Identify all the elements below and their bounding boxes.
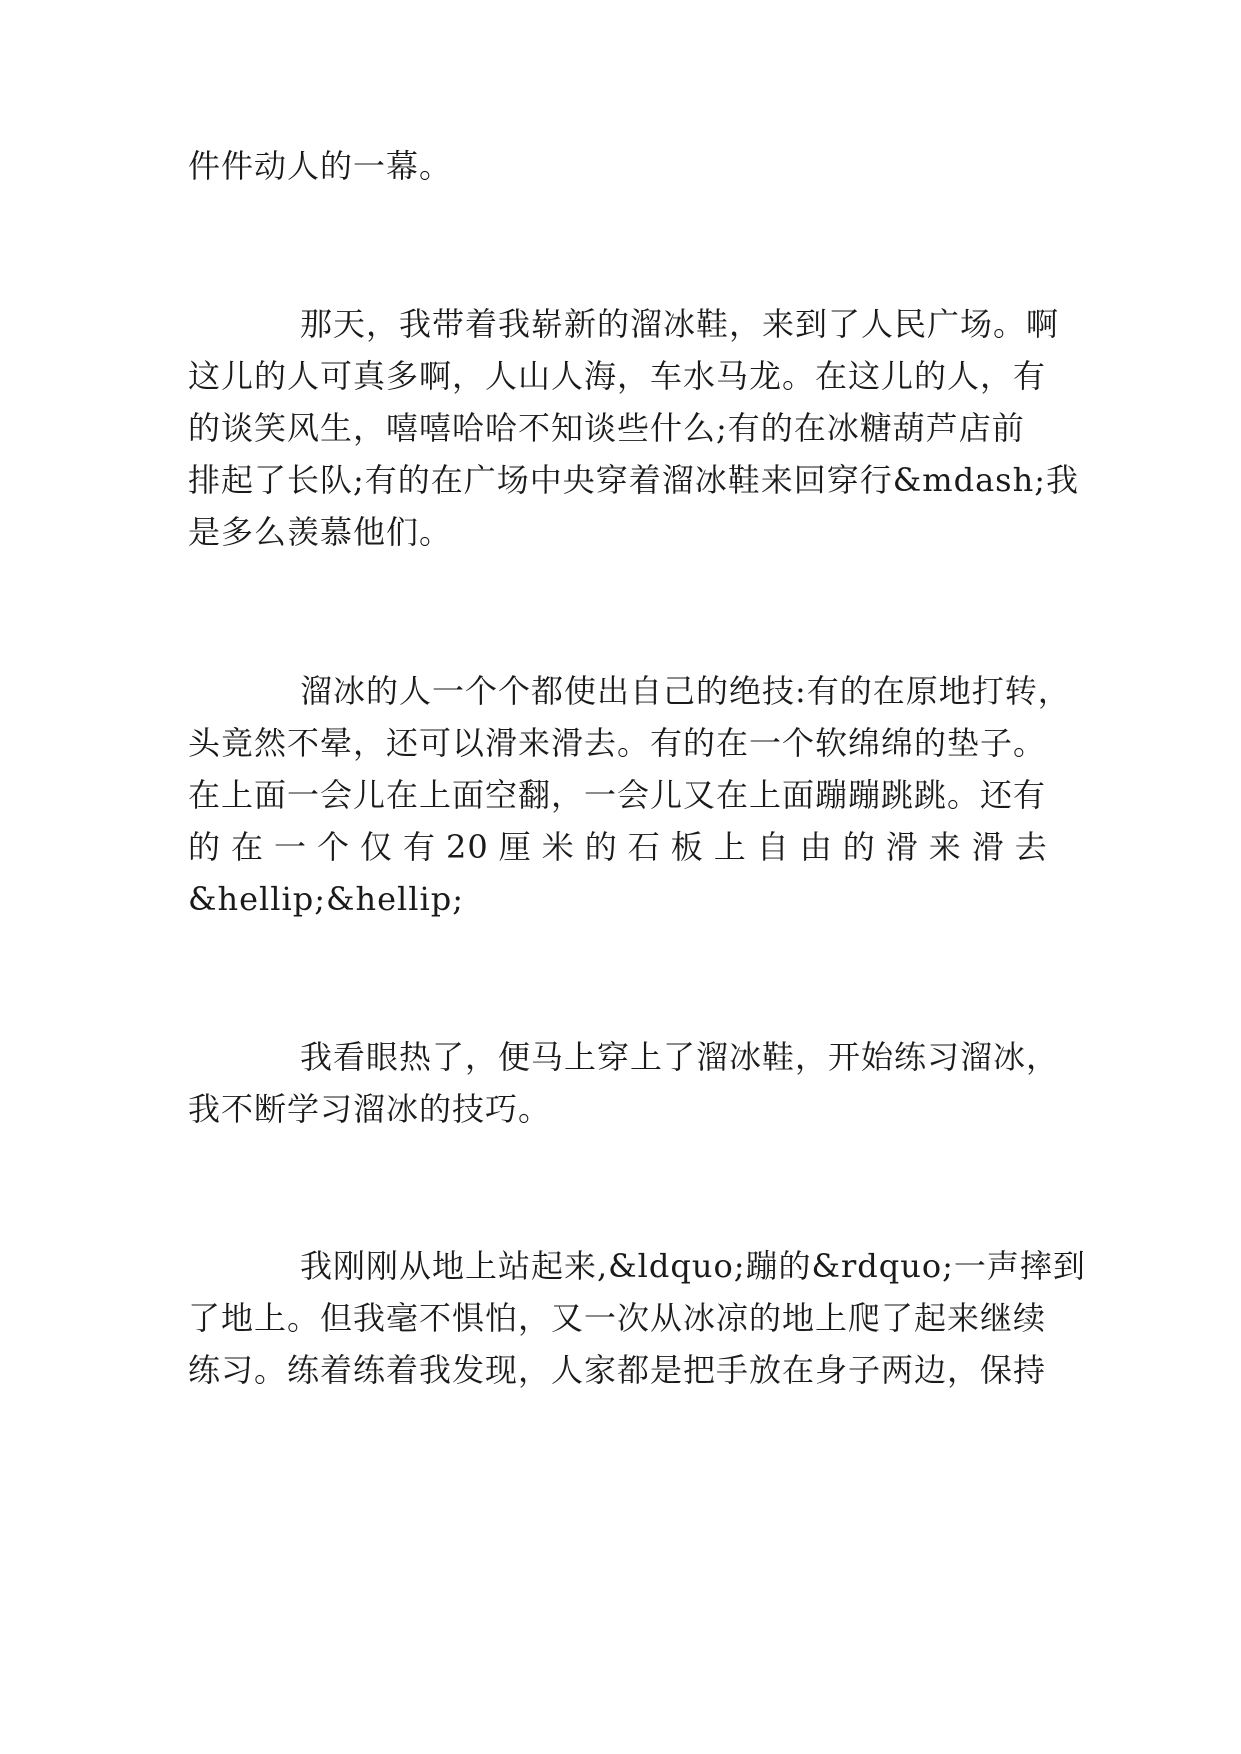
paragraph-line: 了地上。但我毫不惧怕，又一次从冰凉的地上爬了起来继续 bbox=[188, 1299, 1047, 1337]
justified-token: 滑 bbox=[971, 828, 1005, 866]
justified-token: 厘 bbox=[498, 828, 532, 866]
justified-token: 的 bbox=[584, 828, 618, 866]
paragraph-line: 是多么羡慕他们。 bbox=[188, 513, 453, 551]
justified-token: 的 bbox=[188, 828, 222, 866]
justified-token: 20 bbox=[446, 828, 489, 866]
paragraph-line: 那天，我带着我崭新的溜冰鞋，来到了人民广场。啊 bbox=[300, 305, 1060, 343]
justified-token: 的 bbox=[842, 828, 876, 866]
justified-token: 一 bbox=[274, 828, 308, 866]
paragraph-line: 头竟然不晕，还可以滑来滑去。有的在一个软绵绵的垫子。 bbox=[188, 724, 1047, 762]
paragraph-line: 件件动人的一幕。 bbox=[188, 147, 453, 185]
paragraph-line: 在上面一会儿在上面空翻，一会儿又在上面蹦蹦跳跳。还有 bbox=[188, 776, 1047, 814]
justified-token: 由 bbox=[799, 828, 833, 866]
justified-token: 石 bbox=[627, 828, 661, 866]
justified-token: 米 bbox=[541, 828, 575, 866]
paragraph-line: 的谈笑风生，嘻嘻哈哈不知谈些什么;有的在冰糖葫芦店前 bbox=[188, 409, 1025, 447]
paragraph-line: 我看眼热了，便马上穿上了溜冰鞋，开始练习溜冰， bbox=[300, 1038, 1060, 1076]
justified-token: 板 bbox=[670, 828, 704, 866]
paragraph-line: 溜冰的人一个个都使出自己的绝技:有的在原地打转， bbox=[300, 672, 1071, 710]
justified-token: 去 bbox=[1014, 828, 1048, 866]
justified-token: 上 bbox=[713, 828, 747, 866]
justified-token: 在 bbox=[231, 828, 265, 866]
paragraph-line: &hellip;&hellip; bbox=[188, 880, 464, 918]
justified-token: 滑 bbox=[885, 828, 919, 866]
paragraph-line: 我不断学习溜冰的技巧。 bbox=[188, 1090, 552, 1128]
justified-token: 来 bbox=[928, 828, 962, 866]
justified-token: 有 bbox=[403, 828, 437, 866]
justified-token: 自 bbox=[756, 828, 790, 866]
paragraph-line-justified bbox=[188, 827, 1048, 867]
justified-token: 个 bbox=[317, 828, 351, 866]
paragraph-line: 练习。练着练着我发现，人家都是把手放在身子两边，保持 bbox=[188, 1351, 1047, 1389]
paragraph-line: 我刚刚从地上站起来,&ldquo;蹦的&rdquo;一声摔到 bbox=[300, 1247, 1086, 1285]
paragraph-line: 这儿的人可真多啊，人山人海，车水马龙。在这儿的人，有 bbox=[188, 357, 1047, 395]
paragraph-line: 排起了长队;有的在广场中央穿着溜冰鞋来回穿行&mdash;我 bbox=[188, 461, 1079, 499]
justified-token: 仅 bbox=[360, 828, 394, 866]
